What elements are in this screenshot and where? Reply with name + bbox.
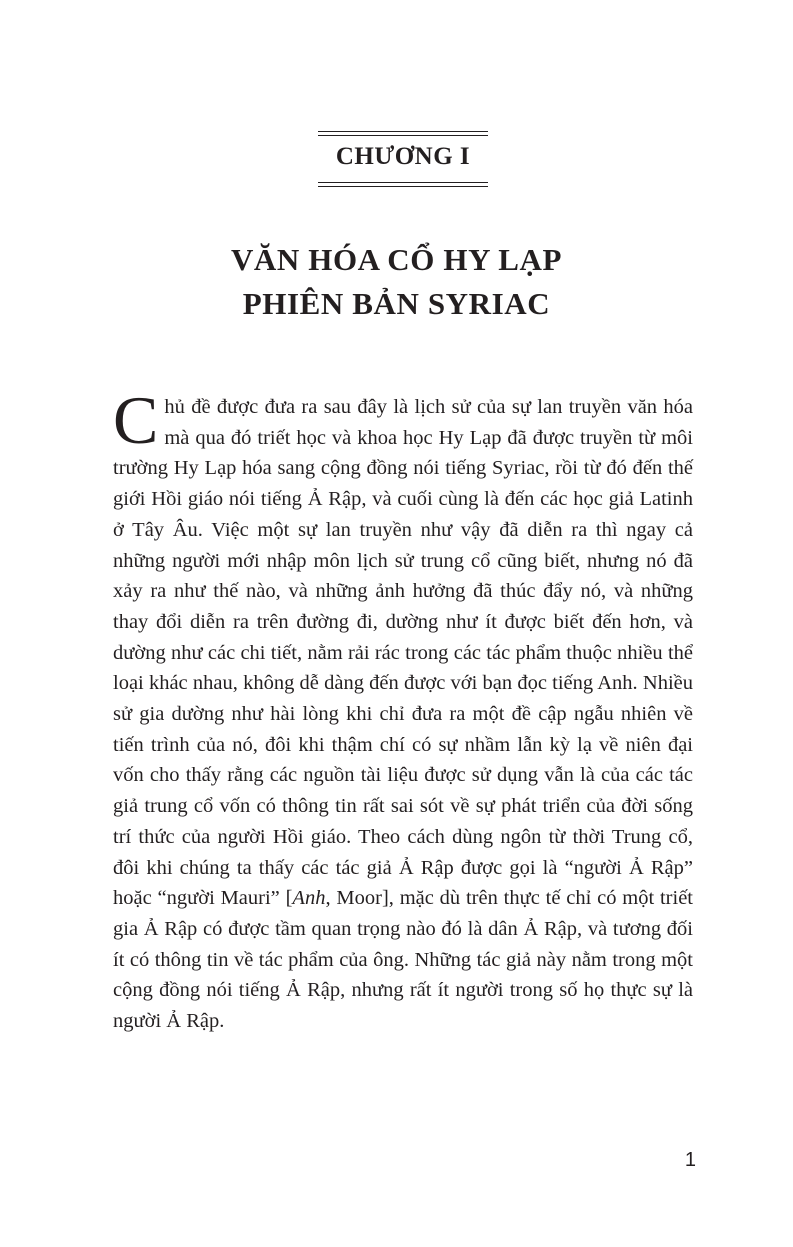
chapter-title-line-2: PHIÊN BẢN SYRIAC [242, 286, 551, 321]
body-paragraph [113, 382, 693, 1037]
page-number: 1 [684, 1149, 696, 1171]
body-text-part-2: , Moor], mặc dù trên thực tế chỉ có một triết gia Ả Rập có được tầm quan trọng nào đó là dân Ả Rập, và tương đối ít có thông tin về tác phẩm của ông. Những tác giả này nằm trong một cộng đồng nói tiếng Ả Rập, nhưng rất ít người trong số họ thực sự là người Ả Rập. [113, 887, 693, 1033]
chapter-label: CHƯƠNG I [335, 143, 471, 170]
drop-cap: C [113, 382, 159, 458]
chapter-rule-top-1 [318, 131, 488, 132]
body-italic-word: Anh [292, 887, 326, 910]
chapter-rule-bottom-2 [318, 186, 488, 187]
chapter-title-line-1: VĂN HÓA CỔ HY LẠP [230, 242, 563, 277]
chapter-heading [318, 131, 488, 188]
chapter-title [0, 238, 793, 326]
chapter-rule-bottom-1 [318, 182, 488, 183]
body-text-part-1: hủ đề được đưa ra sau đây là lịch sử của sự lan truyền văn hóa mà qua đó triết học và khoa học Hy Lạp đã được truyền từ môi trường Hy Lạp hóa sang cộng đồng nói tiếng Syriac, rồi từ đó đến thế giới Hồi giáo nói tiếng Ả Rập, và cuối cùng là đến các học giả Latinh ở Tây Âu. Việc một sự lan truyền như vậy đã diễn ra thì ngay cả những người mới nhập môn lịch sử trung cổ cũng biết, nhưng nó đã xảy ra như thế nào, và những ảnh hưởng đã thúc đẩy nó, và những thay đổi diễn ra trên đường đi, dường như ít được biết đến hơn, và dường như các chi tiết, nằm rải rác trong các tác phẩm thuộc nhiều thể loại khác nhau, không dễ dàng đến được với bạn đọc tiếng Anh. Nhiều sử gia dường như hài lòng khi chỉ đưa ra một đề cập ngẫu nhiên về tiến trình của nó, đôi khi thậm chí có sự nhầm lẫn kỳ lạ về niên đại vốn cho thấy rằng các nguồn tài liệu được sử dụng vẫn là của các tác giả trung cổ vốn có thông tin rất sai sót về sự phát triển của đời sống trí thức của người Hồi giáo. Theo cách dùng ngôn từ thời Trung cổ, đôi khi chúng ta thấy các tác giả Ả Rập được gọi là “người Ả Rập” hoặc “người Mauri” [ [113, 396, 693, 910]
chapter-rule-top-2 [318, 135, 488, 136]
